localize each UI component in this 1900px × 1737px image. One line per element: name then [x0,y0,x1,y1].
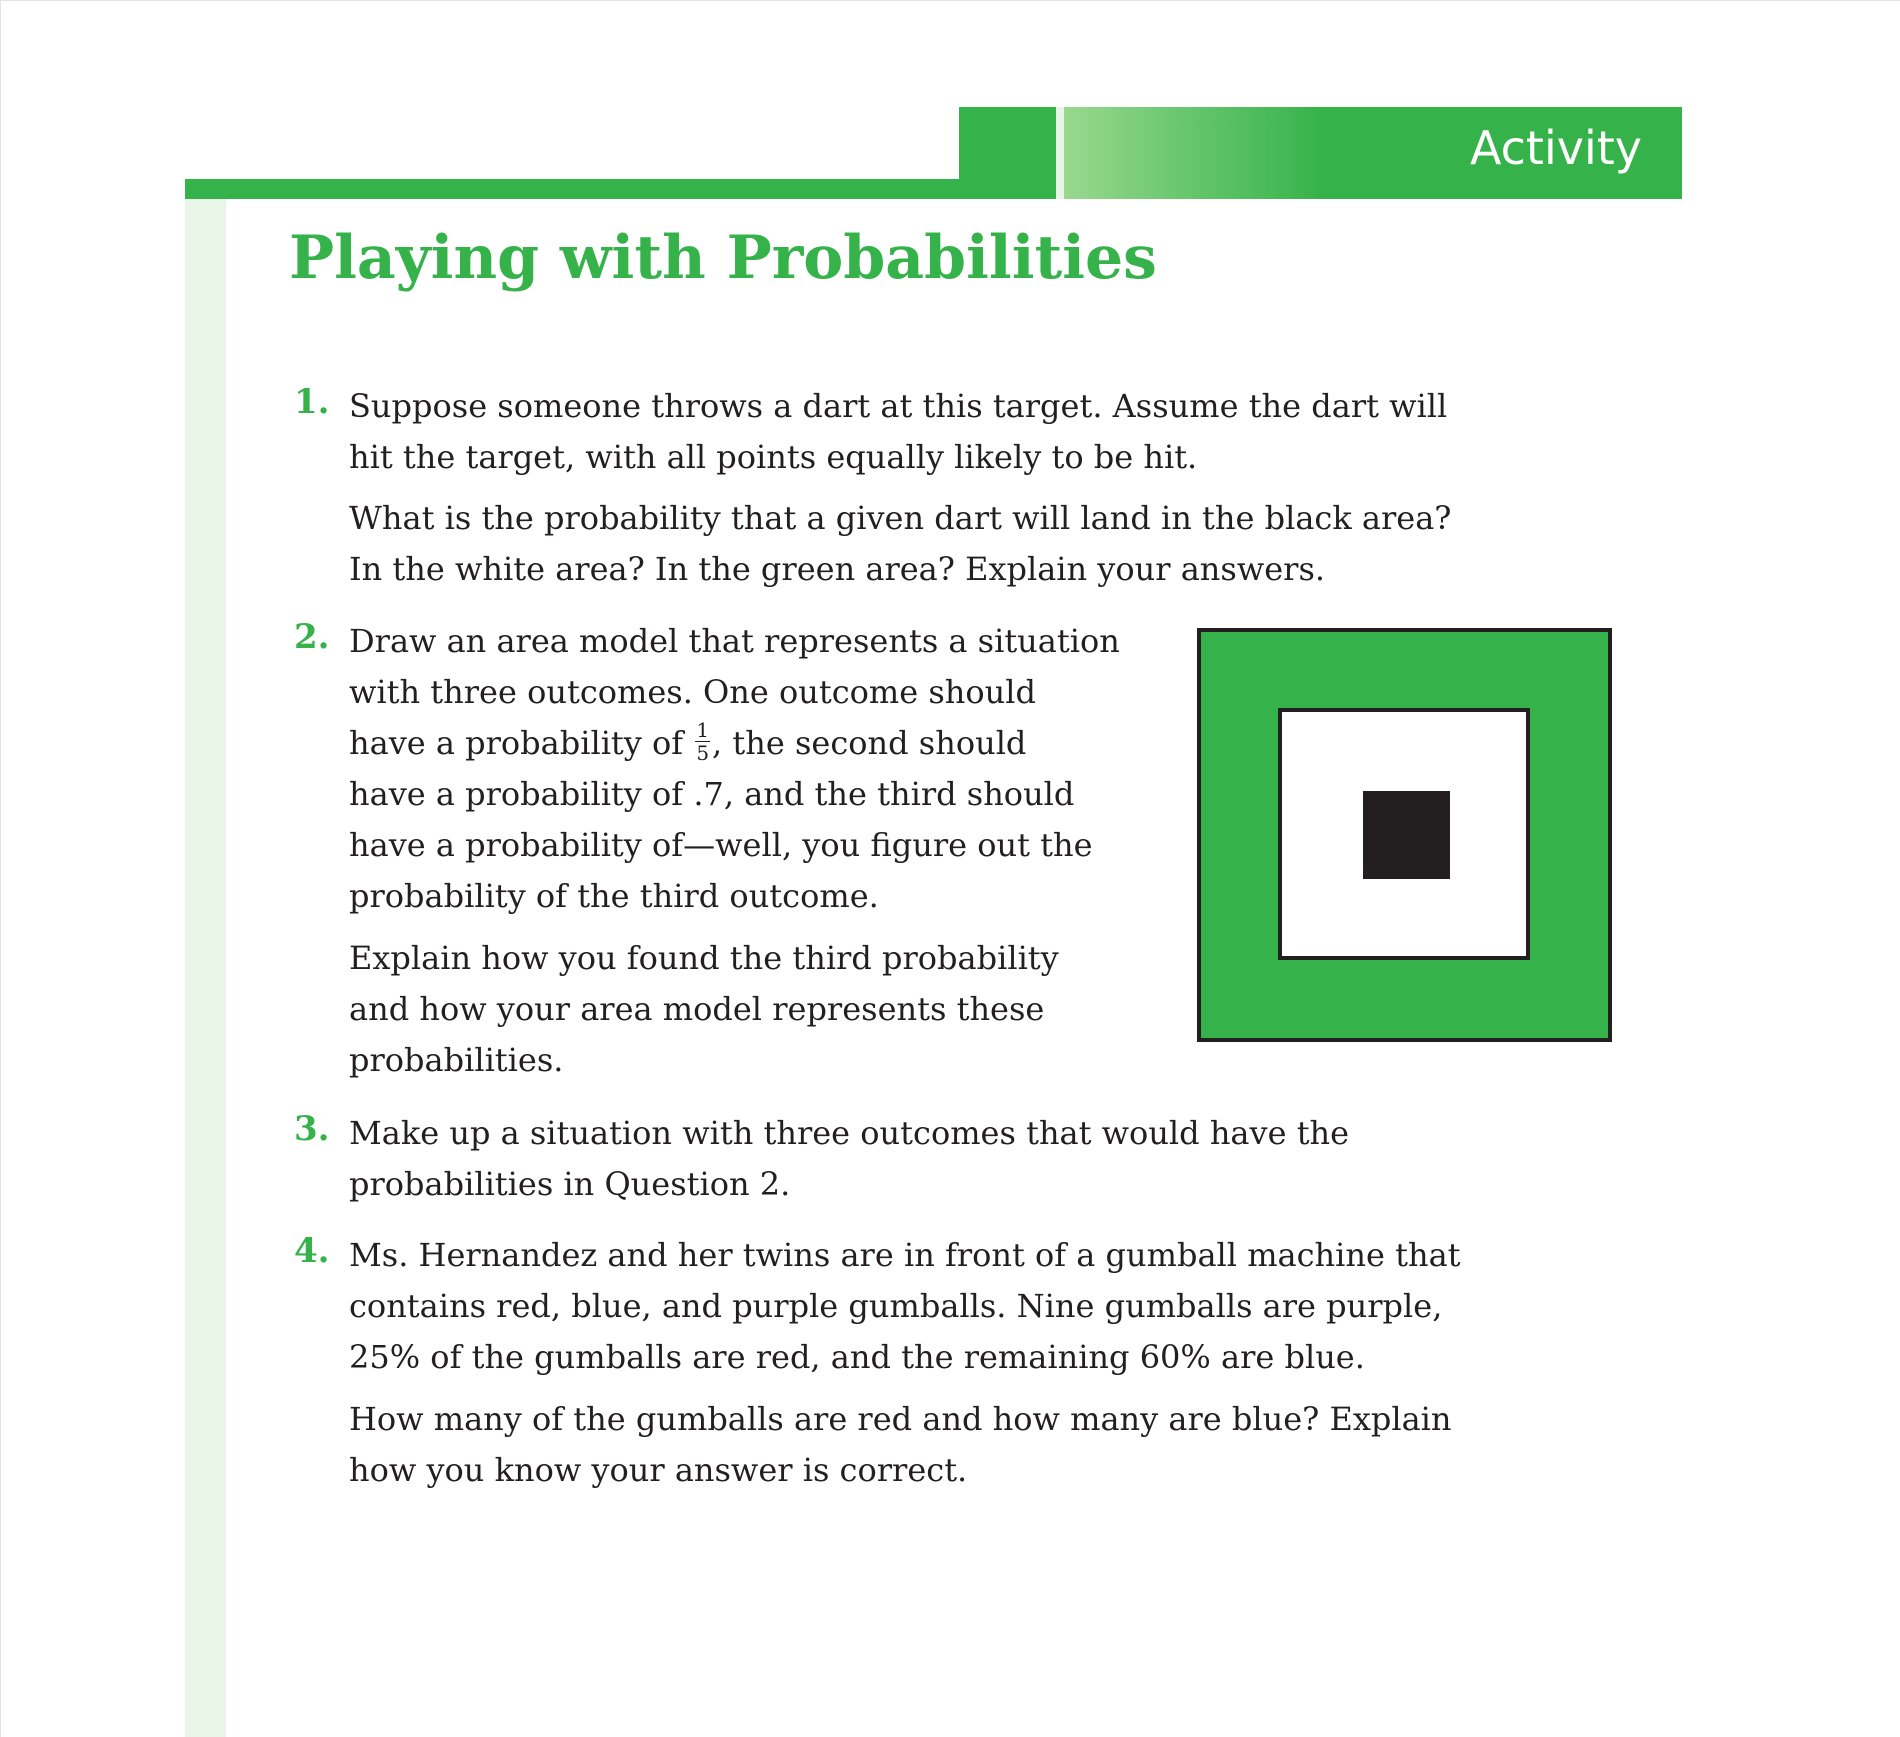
question-1-number: 1. [294,382,330,422]
page-title: Playing with Probabilities [289,223,1157,293]
target-black-area [1363,791,1450,879]
text-line: Make up a situation with three outcomes that would have the [349,1114,1350,1152]
question-3-text [349,1108,1349,1210]
margin-strip [185,199,226,1737]
question-1-prompt [349,493,1451,595]
text-line: and how your area model represents these [349,990,1045,1028]
question-4-text [349,1230,1461,1383]
header-band-block [959,107,1056,199]
fraction-numerator: 1 [696,718,710,742]
text-line: probabilities in Question 2. [349,1165,791,1203]
dart-target-figure [1197,628,1613,1042]
text-line: have a probability of .7, and the third should [349,775,1075,813]
fraction-denominator: 5 [696,741,710,765]
question-1-text [349,381,1447,483]
question-2-number: 2. [294,617,330,657]
question-4-prompt [349,1394,1452,1496]
text-fragment: , the second should [712,724,1027,762]
text-line: probability of the third outcome. [349,877,879,915]
text-line: Ms. Hernandez and her twins are in front of a gumball machine that [349,1236,1461,1274]
text-line: 25% of the gumballs are red, and the remaining 60% are blue. [349,1338,1365,1376]
text-line: Draw an area model that represents a situation [349,622,1120,660]
activity-tab [1064,107,1682,199]
section-label: Activity [1469,121,1642,175]
question-2-text [349,616,1120,922]
question-2-prompt [349,933,1059,1086]
text-line: Suppose someone throws a dart at this target. Assume the dart will [349,387,1448,425]
text-line: how you know your answer is correct. [349,1451,968,1489]
header-band-separator [1056,107,1064,199]
text-fragment: have a probability of [349,724,694,762]
text-line: Explain how you found the third probability [349,939,1059,977]
question-4-number: 4. [294,1231,330,1271]
text-line: In the white area? In the green area? Explain your answers. [349,550,1326,588]
page-edge-top [0,0,1900,1]
text-line: probabilities. [349,1041,564,1079]
fraction-one-fifth [695,719,710,764]
text-line: hit the target, with all points equally likely to be hit. [349,438,1198,476]
text-line: How many of the gumballs are red and how many are blue? Explain [349,1400,1452,1438]
header-band [185,179,959,199]
question-3-number: 3. [294,1109,330,1149]
text-line: have a probability of—well, you figure out the [349,826,1093,864]
text-line: contains red, blue, and purple gumballs. Nine gumballs are purple, [349,1287,1443,1325]
text-line [349,718,1027,765]
text-line: What is the probability that a given dart will land in the black area? [349,499,1452,537]
page-edge-left [0,0,1,1737]
text-line: with three outcomes. One outcome should [349,673,1036,711]
